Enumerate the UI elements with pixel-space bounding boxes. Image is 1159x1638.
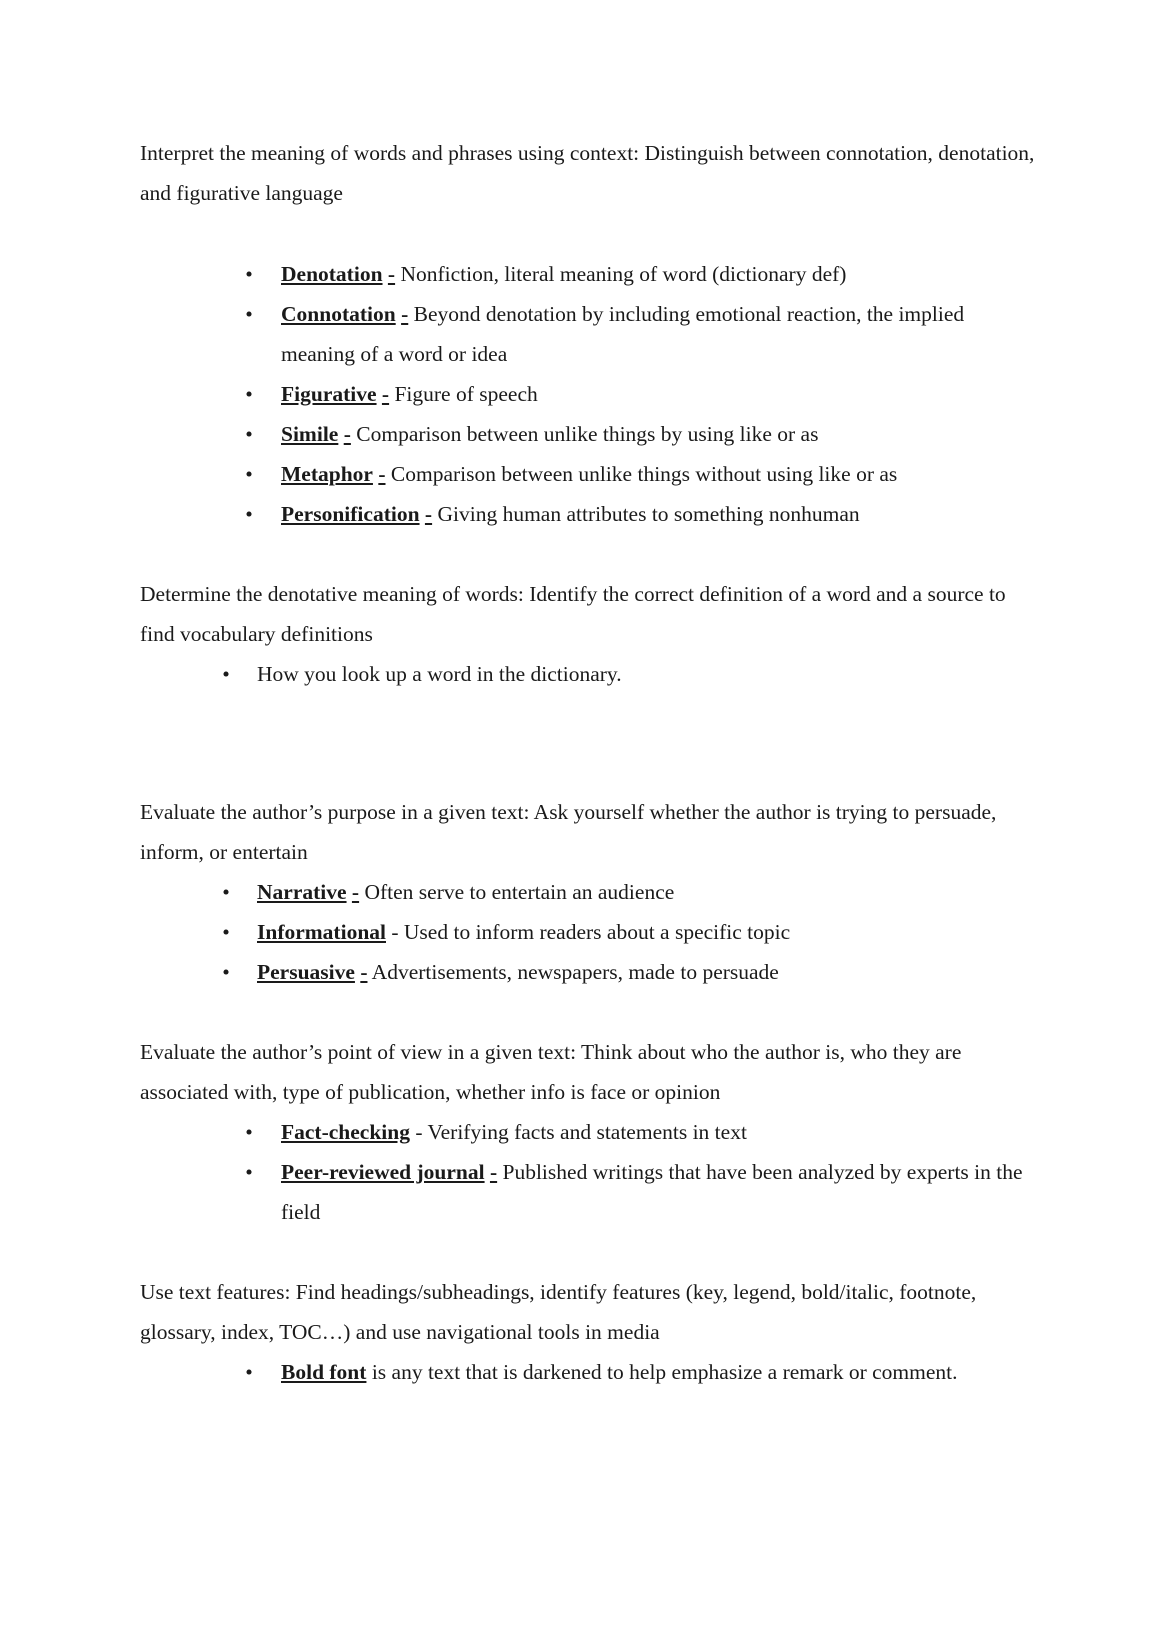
list-item <box>140 374 1040 414</box>
list-item <box>140 294 1040 374</box>
term-definition: - Used to inform readers about a specific topic <box>386 920 791 944</box>
term-definition: Giving human attributes to something nonhuman <box>432 502 860 526</box>
term-label: Bold font <box>281 1360 367 1384</box>
list-item <box>140 494 1040 534</box>
bullet-icon: • <box>245 462 253 486</box>
bullet-icon: • <box>222 920 230 944</box>
term-label: Connotation <box>281 302 396 326</box>
term-label: Informational <box>257 920 386 944</box>
term-label: Fact-checking <box>281 1120 410 1144</box>
term-definition: Figure of speech <box>389 382 538 406</box>
term-separator: - <box>381 382 390 406</box>
term-label: Personification <box>281 502 420 526</box>
section-heading: Determine the denotative meaning of words: Identify the correct definition of a word and a source to find vocabulary definitions <box>140 582 1006 646</box>
bullet-icon: • <box>245 1360 253 1384</box>
term-label: Peer-reviewed journal <box>281 1160 485 1184</box>
term-separator: - <box>360 960 368 984</box>
term-definition: is any text that is darkened to help emphasize a remark or comment. <box>366 1360 958 1384</box>
term-label: Narrative <box>257 880 347 904</box>
term-definition: - Verifying facts and statements in text <box>409 1120 747 1144</box>
term-definition: Published writings that have been analyzed by experts in the field <box>281 1160 1023 1224</box>
list-item <box>140 912 1040 952</box>
list-item <box>140 454 1040 494</box>
item-text: How you look up a word in the dictionary. <box>257 662 622 686</box>
term-label: Figurative <box>281 382 377 406</box>
section-heading: Evaluate the author’s purpose in a given text: Ask yourself whether the author is trying to persuade, inform, or entertain <box>140 800 997 864</box>
term-label: Simile <box>281 422 339 446</box>
section-context-meaning <box>140 133 1040 534</box>
term-separator: - <box>489 1160 498 1184</box>
term-definition: Comparison between unlike things without using like or as <box>385 462 898 486</box>
term-separator: - <box>424 502 433 526</box>
term-separator: - <box>401 302 409 326</box>
section-heading: Use text features: Find headings/subheadings, identify features (key, legend, bold/italic, footnote, glossary, index, TOC…) and use navigational tools in media <box>140 1280 977 1344</box>
term-definition: Often serve to entertain an audience <box>359 880 675 904</box>
list-item <box>140 872 1040 912</box>
term-separator: - <box>387 262 396 286</box>
term-separator: - <box>351 880 360 904</box>
term-separator: - <box>343 422 351 446</box>
bullet-icon: • <box>245 1120 253 1144</box>
list-item <box>140 254 1040 294</box>
term-list <box>140 1112 1040 1232</box>
section-heading: Interpret the meaning of words and phrases using context: Distinguish between connotation, denotation, and figurative language <box>140 141 1035 205</box>
term-list <box>140 872 1040 992</box>
section-heading: Evaluate the author’s point of view in a given text: Think about who the author is, who they are associated with, type of publication, whether info is face or opinion <box>140 1040 962 1104</box>
term-separator: - <box>378 462 386 486</box>
term-label: Denotation <box>281 262 383 286</box>
term-label: Persuasive <box>257 960 355 984</box>
bullet-icon: • <box>222 960 230 984</box>
term-list <box>140 1352 1040 1392</box>
term-definition: Beyond denotation by including emotional reaction, the implied meaning of a word or idea <box>281 302 965 366</box>
bullet-icon: • <box>245 262 253 286</box>
list-item <box>140 654 1040 694</box>
list-item <box>140 952 1040 992</box>
term-definition: Advertisements, newspapers, made to persuade <box>367 960 779 984</box>
term-list <box>140 254 1040 534</box>
term-list <box>140 654 1040 694</box>
term-label: Metaphor <box>281 462 373 486</box>
bullet-icon: • <box>222 880 230 904</box>
bullet-icon: • <box>245 302 253 326</box>
bullet-icon: • <box>245 422 253 446</box>
bullet-icon: • <box>245 502 253 526</box>
section-author-purpose <box>140 792 1040 992</box>
term-definition: Nonfiction, literal meaning of word (dictionary def) <box>395 262 847 286</box>
list-item <box>140 414 1040 454</box>
term-definition: Comparison between unlike things by using like or as <box>350 422 819 446</box>
section-text-features <box>140 1272 1040 1392</box>
bullet-icon: • <box>245 382 253 406</box>
section-denotative-meaning <box>140 574 1040 694</box>
list-item <box>140 1112 1040 1152</box>
bullet-icon: • <box>222 662 230 686</box>
bullet-icon: • <box>245 1160 253 1184</box>
list-item <box>140 1152 1040 1232</box>
document-page <box>140 133 1040 1392</box>
list-item <box>140 1352 1040 1392</box>
section-author-point-of-view <box>140 1032 1040 1232</box>
